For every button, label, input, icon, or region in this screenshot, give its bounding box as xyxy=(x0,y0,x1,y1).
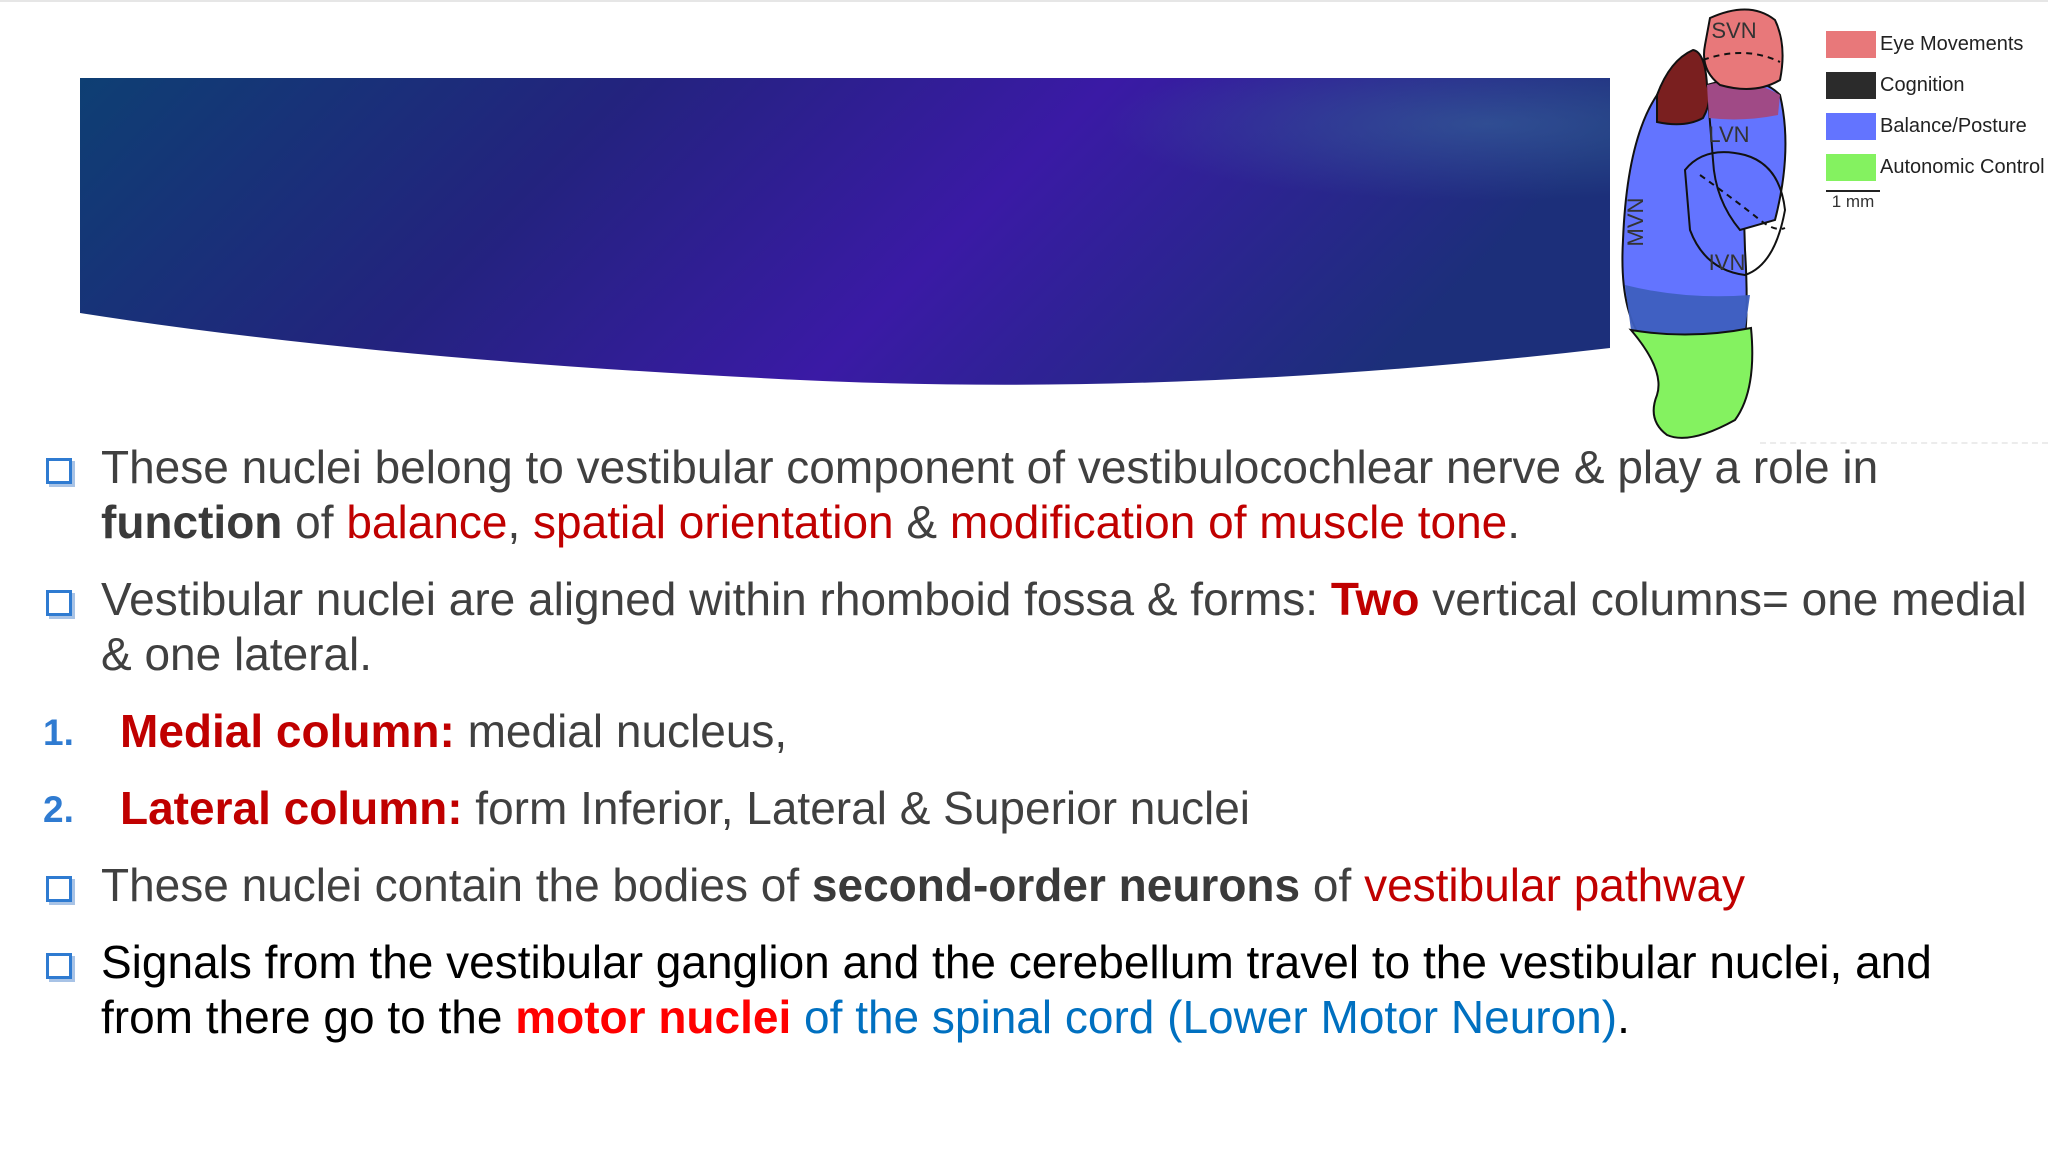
highlight-spatial-orientation: spatial orientation xyxy=(533,496,894,548)
text-run: & xyxy=(893,496,950,548)
swatch-balance-posture xyxy=(1826,113,1876,140)
square-bullet-icon xyxy=(46,876,72,902)
legend-item-cognition xyxy=(1826,65,2045,106)
legend-label: Cognition xyxy=(1880,74,1965,96)
text-run: These nuclei contain the bodies of xyxy=(101,859,812,911)
item-number: 2. xyxy=(43,789,74,830)
term-lateral-column: Lateral column: xyxy=(120,782,463,834)
highlight-spinal-cord: of the spinal cord (Lower Motor Neuron) xyxy=(791,991,1618,1043)
bullet-nuclei-function xyxy=(40,440,2030,550)
highlight-vestibular-pathway: vestibular pathway xyxy=(1364,859,1746,911)
numbered-item-lateral xyxy=(40,781,2030,836)
item-number: 1. xyxy=(43,712,74,753)
swatch-cognition xyxy=(1826,72,1876,99)
numbered-item-medial xyxy=(40,704,2030,759)
legend-label: Autonomic Control xyxy=(1880,156,2045,178)
text-run: of xyxy=(282,496,347,548)
scale-bar xyxy=(1826,190,1880,212)
cognition-region xyxy=(1657,50,1709,124)
legend-label: Balance/Posture xyxy=(1880,115,2027,137)
text-run: medial nucleus, xyxy=(454,705,788,757)
square-bullet-icon xyxy=(46,458,72,484)
swatch-eye-movements xyxy=(1826,31,1876,58)
text-run: vertical columns= one medial & one lateral. xyxy=(101,573,2027,680)
text-run: , xyxy=(507,496,534,548)
title-banner xyxy=(80,78,1610,390)
scale-label: 1 mm xyxy=(1831,192,1875,211)
legend-item-autonomic-control xyxy=(1826,147,2045,188)
emphasis-second-order: second-order neurons xyxy=(811,859,1301,911)
legend-item-eye-movements xyxy=(1826,24,2045,65)
term-medial-column: Medial column: xyxy=(120,705,455,757)
emphasis-two: Two xyxy=(1330,573,1420,625)
svn-label: SVN xyxy=(1711,18,1757,43)
emphasis-motor-nuclei: motor nuclei xyxy=(515,991,792,1043)
ivn-label: IVN xyxy=(1708,250,1746,275)
text-run: Signals from the vestibular ganglion and the cerebellum travel to the vestibular nuclei, and from there go to the xyxy=(101,936,1932,1043)
mvn-label: MVN xyxy=(1623,197,1648,247)
text-run: form Inferior, Lateral & Superior nuclei xyxy=(462,782,1250,834)
text-run: These nuclei belong to vestibular component of vestibulocochlear nerve & play a role in xyxy=(101,441,1879,493)
legend-label: Eye Movements xyxy=(1880,33,2024,55)
highlight-balance: balance xyxy=(346,496,508,548)
swatch-autonomic-control xyxy=(1826,154,1876,181)
lvn-label: LVN xyxy=(1708,122,1750,147)
emphasis-function: function xyxy=(101,496,283,548)
square-bullet-icon xyxy=(46,953,72,979)
legend-item-balance-posture xyxy=(1826,106,2045,147)
text-run: of xyxy=(1300,859,1365,911)
highlight-muscle-tone: modification of muscle tone xyxy=(949,496,1508,548)
slide-body xyxy=(40,440,2030,1045)
text-run: Vestibular nuclei are aligned within rhomboid fossa & forms: xyxy=(101,573,1331,625)
autonomic-region xyxy=(1631,328,1752,438)
bullet-second-order-neurons xyxy=(40,858,2030,913)
bullet-signals xyxy=(40,935,2030,1045)
text-run: . xyxy=(1507,496,1521,548)
square-bullet-icon xyxy=(46,590,72,616)
diagram-legend xyxy=(1826,24,2045,188)
bullet-columns xyxy=(40,572,2030,682)
text-run: . xyxy=(1617,991,1630,1043)
